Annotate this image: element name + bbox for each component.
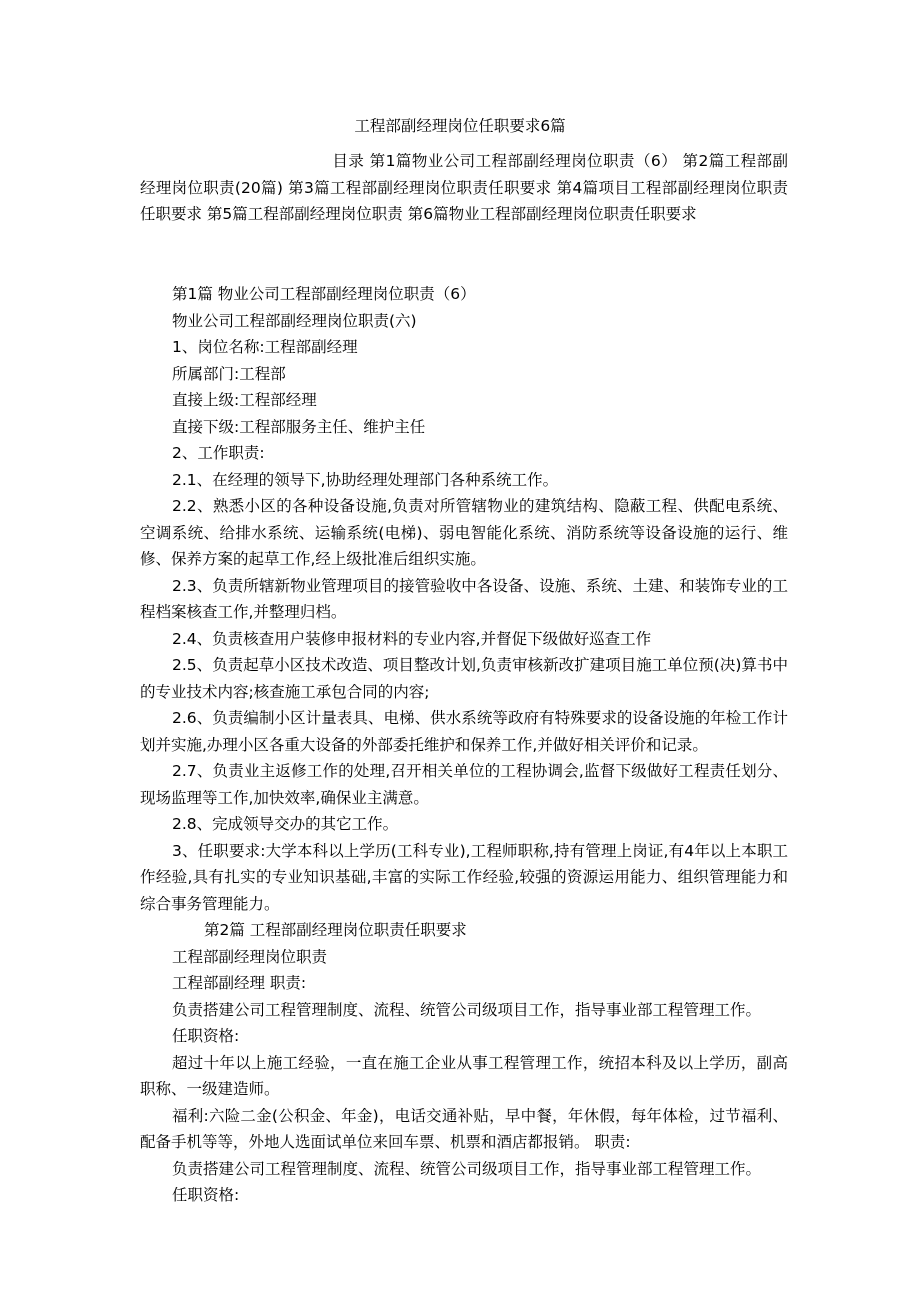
section-heading-1: 第1篇 物业公司工程部副经理岗位职责（6） (172, 285, 476, 303)
paragraph: 2、工作职责: (172, 444, 265, 462)
paragraph: 任职资格: (172, 1027, 240, 1045)
toc-text: 目录 第1篇物业公司工程部副经理岗位职责（6） 第2篇工程部副经理岗位职责(20篇) 第3篇工程部副经理岗位职责任职要求 第4篇项目工程部副经理岗位职责任职要求 第5篇工程部副经理岗位职责 第6篇物业工程部副经理岗位职责任职要求 (140, 152, 788, 223)
paragraph: 1、岗位名称:工程部副经理 (172, 338, 358, 356)
paragraph: 任职资格: (172, 1186, 240, 1204)
document-title: 工程部副经理岗位任职要求6篇 (354, 117, 566, 135)
paragraph: 2.5、负责起草小区技术改造、项目整改计划,负责审核新改扩建项目施工单位预(决)算书中的专业技术内容;核查施工承包合同的内容; (140, 656, 788, 701)
paragraph: 直接上级:工程部经理 (172, 391, 317, 409)
paragraph: 2.8、完成领导交办的其它工作。 (172, 815, 399, 833)
paragraph: 福利:六险二金(公积金、年金)，电话交通补贴，早中餐，年休假，每年体检，过节福利、配备手机等等，外地人选面试单位来回车票、机票和酒店都报销。 职责: (140, 1106, 788, 1151)
paragraph: 2.4、负责核查用户装修申报材料的专业内容,并督促下级做好巡查工作 (172, 629, 652, 648)
paragraph: 直接下级:工程部服务主任、维护主任 (172, 417, 426, 436)
paragraph: 工程部副经理 职责: (172, 974, 307, 992)
paragraph: 3、任职要求:大学本科以上学历(工科专业),工程师职称,持有管理上岗证,有4年以上本职工作经验,具有扎实的专业知识基础,丰富的实际工作经验,较强的资源运用能力、组织管理能力和综合事务管理能力。 (140, 841, 788, 913)
paragraph: 2.6、负责编制小区计量表具、电梯、供水系统等政府有特殊要求的设备设施的年检工作计划并实施,办理小区各重大设备的外部委托维护和保养工作,并做好相关评价和记录。 (140, 709, 788, 754)
paragraph: 所属部门:工程部 (172, 364, 286, 383)
paragraph: 2.2、熟悉小区的各种设备设施,负责对所管辖物业的建筑结构、隐蔽工程、供配电系统、空调系统、给排水系统、运输系统(电梯)、弱电智能化系统、消防系统等设备设施的运行、维修、保养方案的起草工作,经上级批准后组织实施。 (140, 497, 788, 568)
paragraph: 负责搭建公司工程管理制度、流程、统管公司级项目工作，指导事业部工程管理工作。 (172, 1000, 762, 1019)
document-body (140, 281, 788, 1209)
paragraph: 2.7、负责业主返修工作的处理,召开相关单位的工程协调会,监督下级做好工程责任划分、现场监理等工作,加快效率,确保业主满意。 (140, 762, 788, 807)
paragraph: 超过十年以上施工经验，一直在施工企业从事工程管理工作，统招本科及以上学历，副高职称、一级建造师。 (140, 1053, 788, 1098)
table-of-contents (140, 148, 788, 228)
paragraph: 工程部副经理岗位职责 (172, 947, 328, 966)
paragraph: 2.1、在经理的领导下,协助经理处理部门各种系统工作。 (172, 470, 559, 489)
paragraph: 物业公司工程部副经理岗位职责(六) (172, 311, 417, 330)
paragraph: 负责搭建公司工程管理制度、流程、统管公司级项目工作，指导事业部工程管理工作。 (172, 1159, 762, 1178)
section-heading-2: 第2篇 工程部副经理岗位职责任职要求 (204, 921, 467, 939)
paragraph: 2.3、负责所辖新物业管理项目的接管验收中各设备、设施、系统、土建、和装饰专业的工程档案核查工作,并整理归档。 (140, 576, 788, 621)
